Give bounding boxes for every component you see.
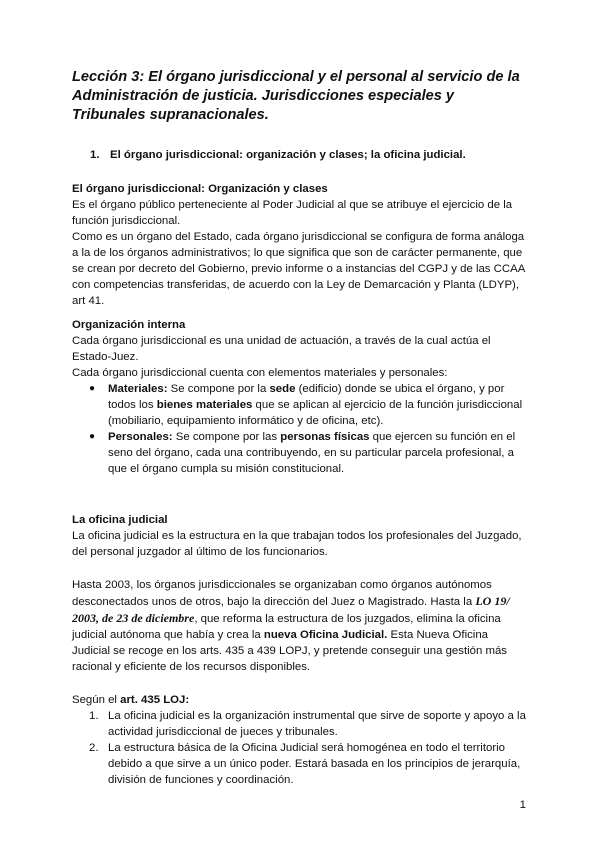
- bullet-item-materiales: ● Materiales: Se compone por la sede (edificio) donde se ubica el órgano, y por todos los bienes materiales que se aplican al ejercicio de la función jurisdiccional (mobiliario, equipamiento informático y de oficina, etc).: [89, 383, 523, 427]
- paragraph-organo-estado: Como es un órgano del Estado, cada órgano jurisdiccional se configura de forma análoga a la de los órganos administrativos; lo que significa que son de carácter permanente, que se crean por decreto del Gobierno, previo informe o a instancias del CGPJ y de las CCAA con competencias transferidas, de acuerdo con la Ley de Demarcación y Planta (LDYP), art 41.: [72, 231, 525, 307]
- keyword-nueva-oficina: nueva Oficina Judicial.: [263, 629, 388, 641]
- section-list: [72, 147, 528, 163]
- lesson-title: Lección 3: El órgano jurisdiccional y el personal al servicio de la Administración de justicia. Jurisdicciones especiales y Tribunales supranacionales.: [72, 69, 520, 123]
- list-item: 1. La oficina judicial es la organización instrumental que sirve de soporte y apoyo a la actividad jurisdiccional de jueces y tribunales.: [89, 710, 526, 738]
- section-heading-1: [72, 147, 528, 163]
- list-item: 2. La estructura básica de la Oficina Judicial será homogénea en todo el territorio debido a que sirve a un único poder. Estará basada en los principios de jerarquía, división de funciones y coordinación.: [89, 742, 521, 786]
- subheading-organizacion-clases: El órgano jurisdiccional: Organización y clases: [72, 183, 328, 195]
- paragraph-unidad-actuacion: Cada órgano jurisdiccional es una unidad de actuación, a través de la cual actúa el Estado-Juez.: [72, 335, 491, 363]
- keyword-bienes-materiales: bienes materiales: [156, 399, 253, 411]
- list-number: 1.: [89, 710, 99, 722]
- elementos-list: [72, 381, 528, 477]
- keyword-sede: sede: [269, 383, 296, 395]
- bullet-icon: ●: [89, 431, 96, 442]
- keyword-art-435: art. 435 LOJ:: [120, 694, 190, 706]
- keyword-lo-19-2003: LO 19/ 2003, de 23 de diciembre: [72, 594, 510, 625]
- page-number: 1: [519, 799, 526, 811]
- keyword-personas-fisicas: personas físicas: [280, 431, 370, 443]
- section-number: 1.: [90, 149, 100, 161]
- subheading-oficina-judicial: La oficina judicial: [72, 514, 168, 526]
- paragraph-definicion: Es el órgano público perteneciente al Poder Judicial al que se atribuye el ejercicio de la función jurisdiccional.: [72, 199, 513, 227]
- subheading-organizacion-interna: Organización interna: [72, 319, 186, 331]
- paragraph-segun-art: Según el art. 435 LOJ:: [72, 694, 190, 706]
- term-personales: Personales:: [108, 431, 173, 443]
- bullet-item-personales: ● Personales: Se compone por las personas físicas que ejercen su función en el seno del órgano, cada una contribuyendo, en su particular parcela profesional, a que el órgano cumpla su misión constitucional.: [89, 431, 516, 475]
- paragraph-oficina-estructura: La oficina judicial es la estructura en la que trabajan todos los profesionales del Juzgado, del personal juzgador al último de los funcionarios.: [72, 530, 522, 558]
- paragraph-elementos: Cada órgano jurisdiccional cuenta con elementos materiales y personales:: [72, 367, 448, 379]
- list-number: 2.: [89, 742, 99, 754]
- paragraph-historia-reforma: Hasta 2003, los órganos jurisdiccionales se organizaban como órganos autónomos desconectados unos de otros, bajo la dirección del Juez o Magistrado. Hasta la LO 19/ 2003, de 23 de diciembre, que reforma la estructura de los juzgados, elimina la oficina judicial autónoma que había y crea la nueva Oficina Judicial. Esta Nueva Oficina Judicial se recoge en los arts. 435 a 439 LOPJ, y pretende conseguir una gestión más racional y eficiente de los recursos disponibles.: [72, 579, 510, 673]
- section-heading-text: El órgano jurisdiccional: organización y clases; la oficina judicial.: [110, 149, 466, 161]
- art-435-list: [72, 708, 528, 788]
- bullet-icon: ●: [89, 383, 96, 394]
- term-materiales: Materiales:: [108, 383, 168, 395]
